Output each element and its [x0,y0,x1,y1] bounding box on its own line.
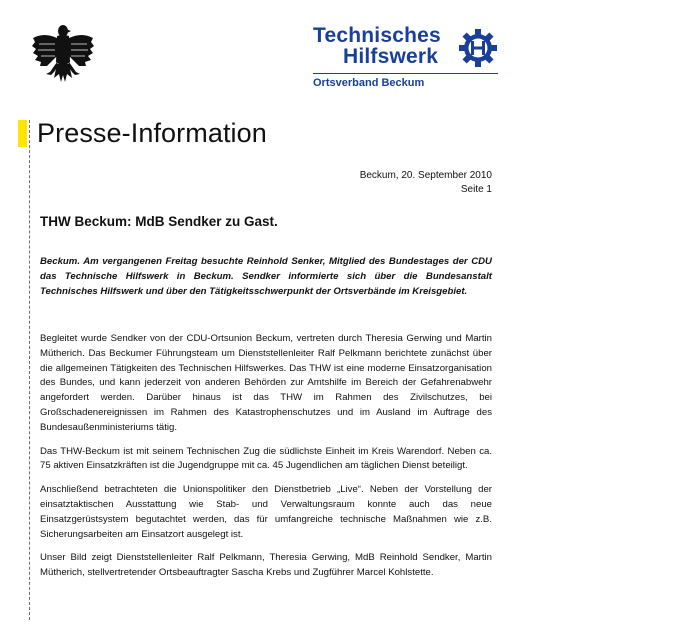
org-unit-label: Ortsverband Beckum [313,77,425,89]
article-body [40,332,492,590]
margin-dashed-line [29,120,30,620]
body-paragraph: Das THW-Beckum ist mit seinem Technischen Zug die südlichste Einheit im Kreis Warendorf. Neben ca. 75 aktiven Einsatzkräften ist die Jugendgruppe mit ca. 45 Jugendlichen am täglichen Dienst beteiligt. [40,445,492,472]
logo-underline [313,73,498,74]
dateline: Beckum, 20. September 2010 [359,170,492,181]
thw-gear-emblem-icon [458,28,498,68]
logo-word-hilfswerk: Hilfswerk [343,45,439,68]
lead-paragraph: Beckum. Am vergangenen Freitag besuchte Reinhold Senker, Mitglied des Bundestages der CDU das Technische Hilfswerk in Beckum. Sendker informierte sich über die Bundesanstalt Technisches Hilfswerk und über den Tätigkeitsschwerpunkt der Ortsverbände im Kreisgebiet. [40,256,492,297]
article-headline: THW Beckum: MdB Sendker zu Gast. [40,214,278,229]
page-number: Seite 1 [460,184,492,195]
body-paragraph: Begleitet wurde Sendker von der CDU-Ortsunion Beckum, vertreten durch Theresia Gerwing und Martin Mütherich. Das Beckumer Führungsteam um Dienststellenleiter Ralf Pelkmann berichtete zunächst über die allgemeinen Tätigkeiten des Technischen Hilfswerkes. Das THW ist eine moderne Einsatzorganisation des Bundes, und kann jederzeit von anderen Behörden zur Amtshilfe im Bereich der Gefahrenabwehr angefordert werden. Darüber hinaus ist das THW im Rahmen des Zivilschutzes, bei Großschadenereignissen im Rahmen des Katastrophenschutzes und im Ausland im Auftrage des Bundesaußenministeriums tätig. [40,333,492,433]
body-paragraph: Unser Bild zeigt Dienststellenleiter Ralf Pelkmann, Theresia Gerwing, MdB Reinhold Sendker, Martin Mütherich, stellvertretender Ortsbeauftragter Sascha Krebs und Zugführer Marcel Kohlstette. [40,552,492,579]
yellow-margin-marker [18,120,27,147]
page-title: Presse-Information [37,118,267,148]
body-paragraph: Anschließend betrachteten die Unionspolitiker den Dienstbetrieb „Live“. Neben der Vorstellung der einsatztaktischen Ausstattung wie Stab- und Verwaltungsraum konnte auch das neue Einsatzgerüstsystem begutachtet werden, das für umfangreiche technische Maßnahmen wie z.B. Sicherungsarbeiten am Einsatzort ausgelegt ist. [40,484,492,540]
logo-word-technisches: Technisches [313,24,441,47]
thw-logo [313,22,503,92]
federal-eagle-icon [30,22,96,90]
